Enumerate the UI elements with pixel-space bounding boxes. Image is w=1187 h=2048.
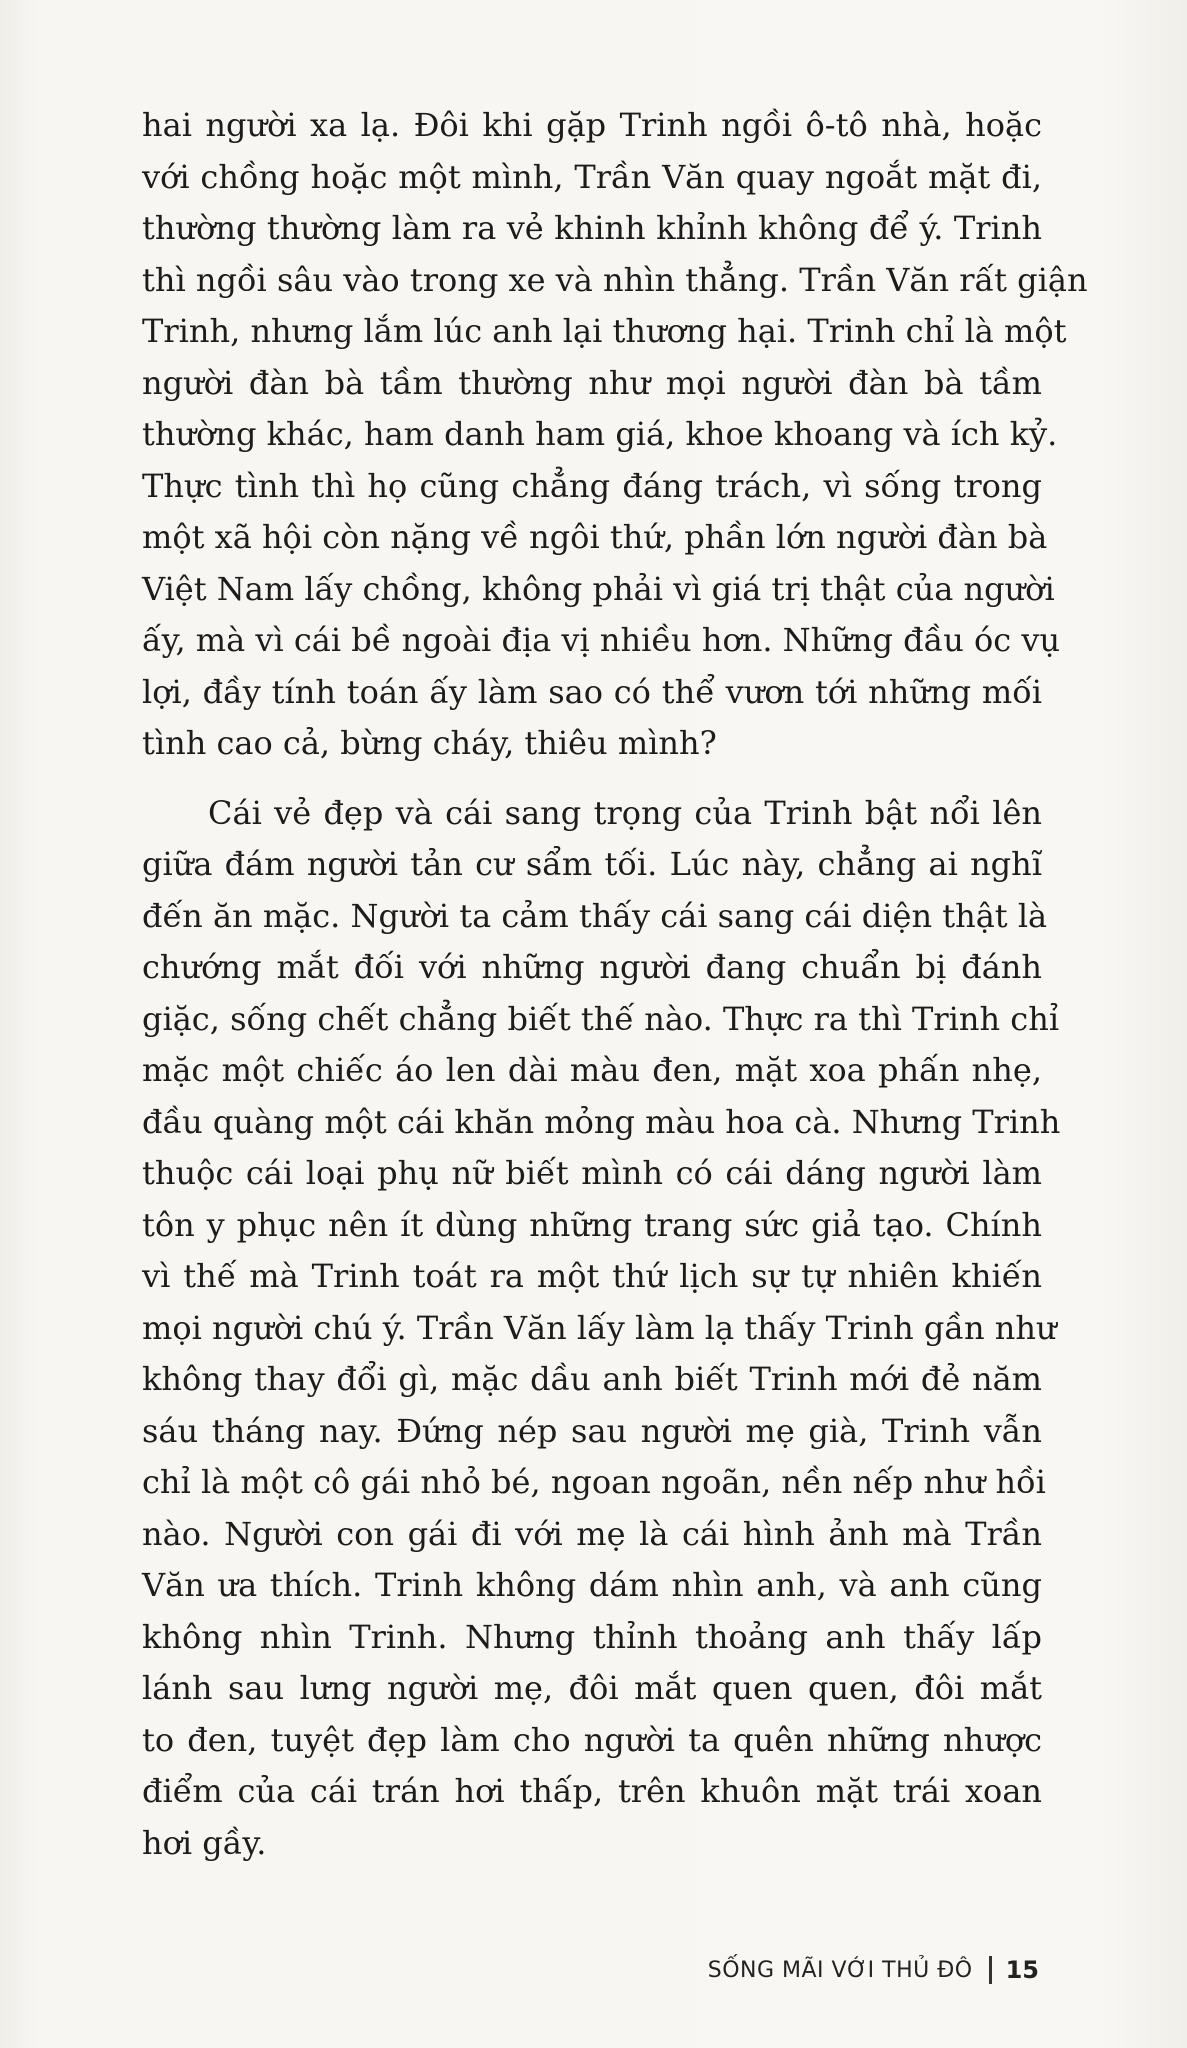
footer-divider	[989, 1956, 992, 1984]
text-line: mọi người chú ý. Trần Văn lấy làm lạ thấy Trinh gần như	[142, 1308, 1057, 1347]
text-line: với chồng hoặc một mình, Trần Văn quay ngoắt mặt đi,	[142, 157, 1042, 196]
text-line: vì thế mà Trinh toát ra một thứ lịch sự tự nhiên khiến	[142, 1257, 1042, 1295]
text-line: thường khác, ham danh ham giá, khoe khoang và ích kỷ.	[142, 415, 1058, 453]
book-title: SỐNG MÃI VỚI THỦ ĐÔ	[707, 1957, 973, 1983]
text-line: chỉ là một cô gái nhỏ bé, ngoan ngoãn, nền nếp như hồi	[142, 1463, 1046, 1501]
text-line: to đen, tuyệt đẹp làm cho người ta quên những nhược	[142, 1720, 1042, 1759]
text-line: thuộc cái loại phụ nữ biết mình có cái dáng người làm	[142, 1154, 1042, 1192]
text-line: một xã hội còn nặng về ngôi thứ, phần lớn người đàn bà	[142, 518, 1048, 556]
text-line: lánh sau lưng người mẹ, đôi mắt quen quen, đôi mắt	[142, 1669, 1042, 1707]
text-line: giữa đám người tản cư sẩm tối. Lúc này, chẳng ai nghĩ	[142, 845, 1042, 883]
text-line: Văn ưa thích. Trinh không dám nhìn anh, và anh cũng	[142, 1566, 1042, 1604]
text-line: thì ngồi sâu vào trong xe và nhìn thẳng. Trần Văn rất giận	[142, 260, 1088, 299]
text-line: đến ăn mặc. Người ta cảm thấy cái sang cái diện thật là	[142, 896, 1048, 935]
running-footer	[708, 1950, 1039, 1990]
body-text	[142, 100, 1088, 1869]
text-line: Việt Nam lấy chồng, không phải vì giá trị thật của người	[142, 569, 1055, 608]
text-line: hai người xa lạ. Đôi khi gặp Trinh ngồi ô-tô nhà, hoặc	[142, 106, 1042, 144]
text-line: không nhìn Trinh. Nhưng thỉnh thoảng anh thấy lấp	[142, 1617, 1042, 1656]
text-line: người đàn bà tầm thường như mọi người đàn bà tầm	[142, 363, 1042, 402]
text-line: ấy, mà vì cái bề ngoài địa vị nhiều hơn. Những đầu óc vụ	[142, 621, 1061, 659]
text-line: chướng mắt đối với những người đang chuẩn bị đánh	[142, 948, 1042, 986]
paragraph-1	[142, 100, 1088, 770]
paragraph-gap	[142, 770, 1042, 788]
text-line: không thay đổi gì, mặc dầu anh biết Trinh mới đẻ năm	[142, 1360, 1042, 1398]
text-line: thường thường làm ra vẻ khinh khỉnh không để ý. Trinh	[142, 209, 1042, 247]
text-line: mặc một chiếc áo len dài màu đen, mặt xoa phấn nhẹ,	[142, 1051, 1042, 1089]
text-line: Cái vẻ đẹp và cái sang trọng của Trinh bật nổi lên	[208, 793, 1042, 832]
text-line: đầu quàng một cái khăn mỏng màu hoa cà. Nhưng Trinh	[142, 1102, 1061, 1141]
text-line: hơi gầy.	[142, 1823, 267, 1862]
text-line: giặc, sống chết chẳng biết thế nào. Thực ra thì Trinh chỉ	[142, 999, 1060, 1038]
text-line: Thực tình thì họ cũng chẳng đáng trách, vì sống trong	[142, 466, 1042, 505]
text-line: lợi, đầy tính toán ấy làm sao có thể vươn tới những mối	[142, 672, 1042, 711]
paragraph-2	[142, 788, 1061, 1870]
text-line: tình cao cả, bừng cháy, thiêu mình?	[142, 724, 717, 762]
text-line: nào. Người con gái đi với mẹ là cái hình ảnh mà Trần	[142, 1514, 1042, 1553]
text-line: tôn y phục nên ít dùng những trang sức giả tạo. Chính	[142, 1205, 1042, 1244]
text-line: điểm của cái trán hơi thấp, trên khuôn mặt trái xoan	[142, 1772, 1042, 1810]
text-line: sáu tháng nay. Đứng nép sau người mẹ già, Trinh vẫn	[142, 1411, 1042, 1450]
text-line: Trinh, nhưng lắm lúc anh lại thương hại. Trinh chỉ là một	[142, 312, 1067, 350]
page-number: 15	[1005, 1956, 1039, 1984]
